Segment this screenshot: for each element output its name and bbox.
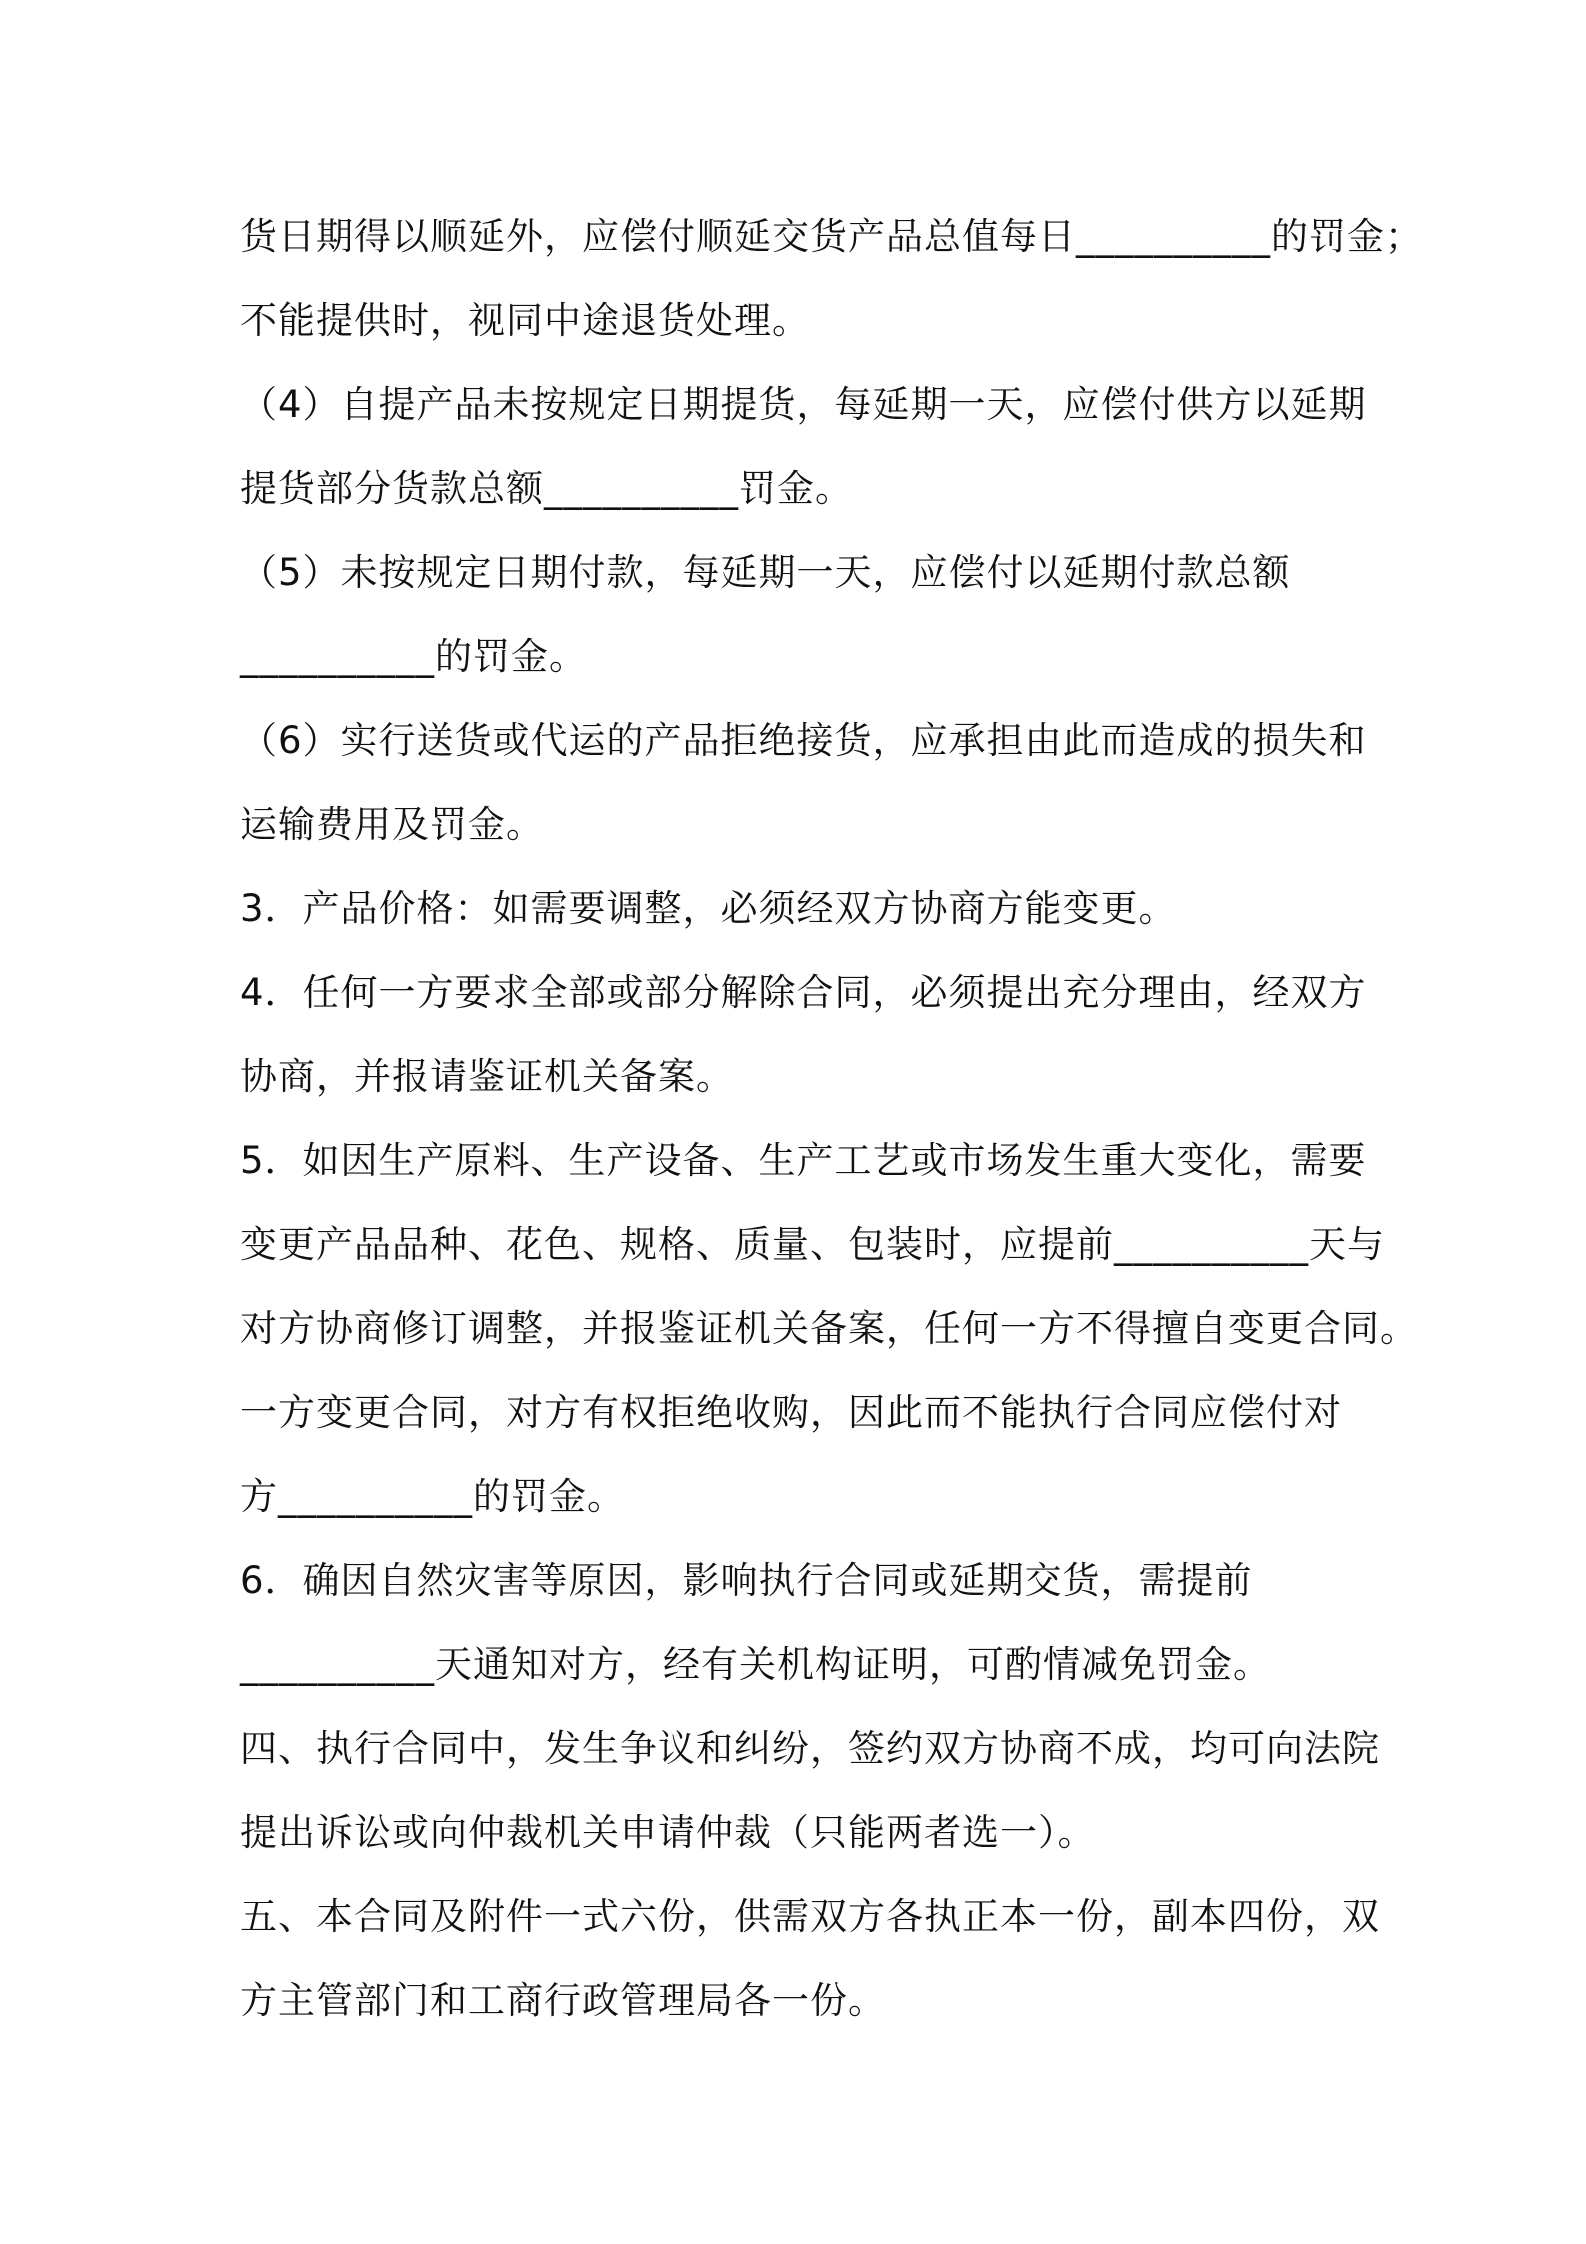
- text-line: 一方变更合同，对方有权拒绝收购，因此而不能执行合同应偿付对: [240, 1391, 1342, 1434]
- text-line: 四、执行合同中，发生争议和纠纷，签约双方协商不成，均可向法院: [240, 1727, 1380, 1770]
- text-line: 方主管部门和工商行政管理局各一份。: [240, 1979, 886, 2022]
- text-line: 五、本合同及附件一式六份，供需双方各执正本一份，副本四份，双: [240, 1895, 1380, 1938]
- text-line: 4．任何一方要求全部或部分解除合同，必须提出充分理由，经双方: [240, 971, 1367, 1014]
- text-line: （5）未按规定日期付款，每延期一天，应偿付以延期付款总额: [240, 551, 1291, 594]
- text-line: 5．如因生产原料、生产设备、生产工艺或市场发生重大变化，需要: [240, 1139, 1367, 1182]
- text-line: 运输费用及罚金。: [240, 803, 544, 846]
- text-line: 变更产品品种、花色、规格、质量、包装时，应提前__________天与: [240, 1223, 1385, 1266]
- text-line: 货日期得以顺延外，应偿付顺延交货产品总值每日__________的罚金；: [240, 215, 1423, 258]
- contract-text-body: [240, 195, 1423, 2043]
- text-line: __________的罚金。: [240, 635, 587, 678]
- text-line: （4）自提产品未按规定日期提货，每延期一天，应偿付供方以延期: [240, 383, 1367, 426]
- text-line: 6．确因自然灾害等原因，影响执行合同或延期交货，需提前: [240, 1559, 1253, 1602]
- text-line: （6）实行送货或代运的产品拒绝接货，应承担由此而造成的损失和: [240, 719, 1367, 762]
- text-line: 对方协商修订调整，并报鉴证机关备案，任何一方不得擅自变更合同。: [240, 1307, 1418, 1350]
- text-line: 不能提供时，视同中途退货处理。: [240, 299, 810, 342]
- text-line: __________天通知对方，经有关机构证明，可酌情减免罚金。: [240, 1643, 1271, 1686]
- text-line: 3．产品价格：如需要调整，必须经双方协商方能变更。: [240, 887, 1177, 930]
- text-line: 协商，并报请鉴证机关备案。: [240, 1055, 734, 1098]
- text-line: 提货部分货款总额__________罚金。: [240, 467, 853, 510]
- text-line: 方__________的罚金。: [240, 1475, 625, 1518]
- text-line: 提出诉讼或向仲裁机关申请仲裁（只能两者选一）。: [240, 1811, 1096, 1854]
